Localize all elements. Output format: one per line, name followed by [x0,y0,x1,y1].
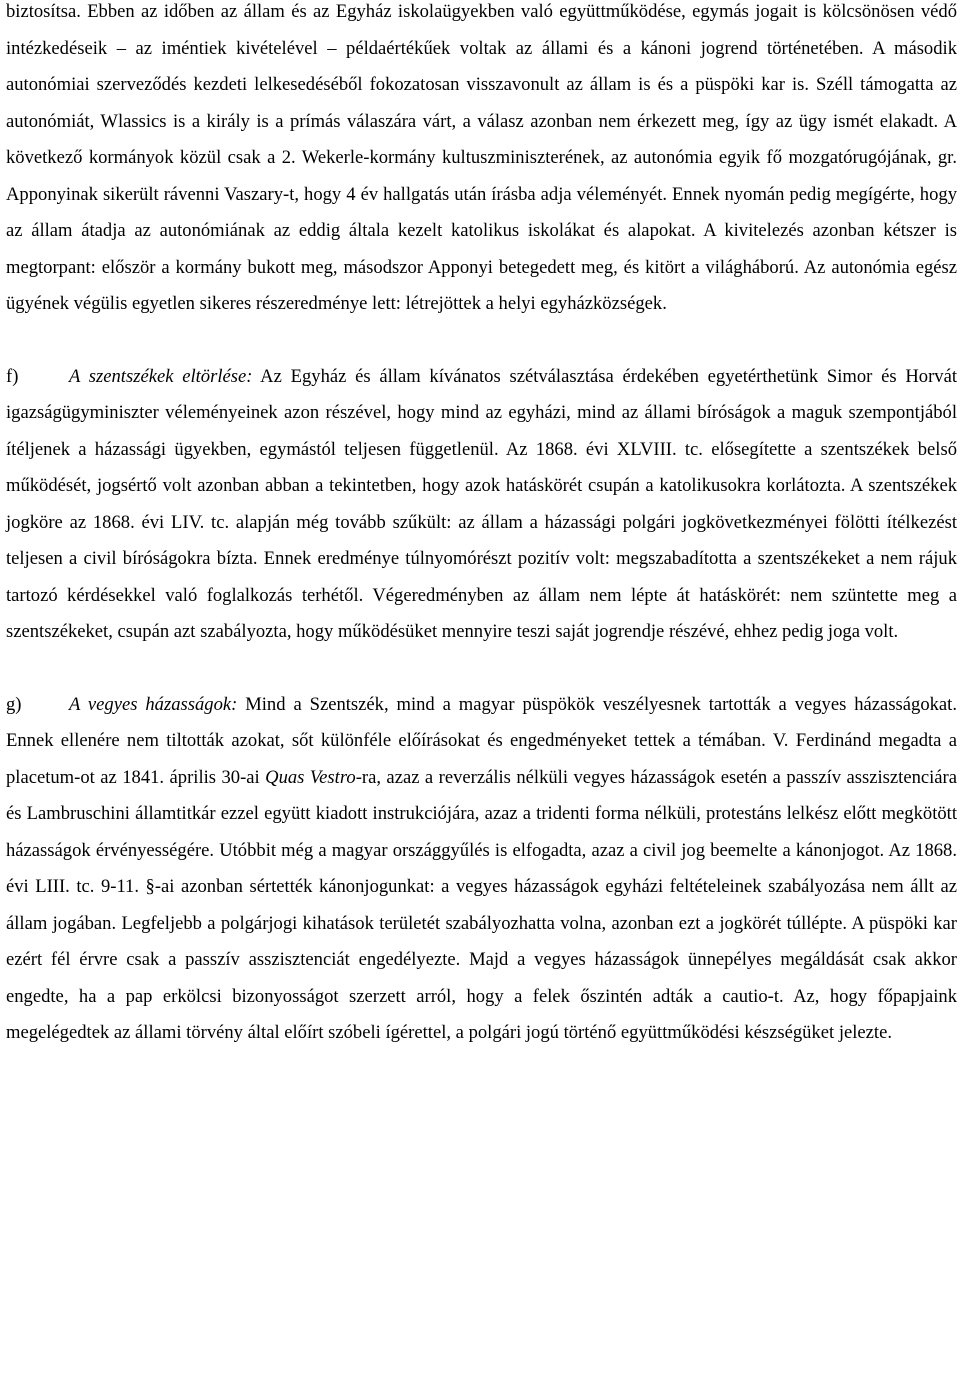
section-g-marker: g) [6,693,22,715]
section-g-body-part-1: Mind a Szentszék, mind a magyar püspökök veszélyesnek tartották a vegyes házasságokat. Ennek ellenére nem tiltották azokat, sőt különféle előírásokat és engedményeket tettek a témában. V. Ferdinánd megadta a placetum-ot az 1841. április 30-ai [6,693,957,788]
section-f-ecclesiastical-courts [6,359,957,651]
section-g-body-part-2: -ra, azaz a reverzális nélküli vegyes házasságok esetén a passzív asszisztenciára és Lambruschini államtitkár ezzel együtt kiadott instrukciójára, azaz a tridenti forma nélküli, protestáns lelkész előtt megkötött házasságok érvényességére. Utóbbit még a magyar országgyűlés is elfogadta, azaz a civil jog beemelte a kánonjogot. Az 1868. évi LIII. tc. 9-11. §-ai azonban sértették kánonjogunkat: a vegyes házasságok egyházi feltételeinek szabályozása nem állt az állam jogában. Legfeljebb a polgárjogi kihatások területét szabályozhatta volna, azonban ezt a jogkörét túllépte. A püspöki kar ezért fél érvre csak a passzív asszisztenciát engedélyezte. Majd a vegyes házasságok ünnepélyes megáldását csak akkor engedte, ha a pap erkölcsi bizonyosságot szerzett arról, hogy a felek őszintén adták a cautio-t. Az, hogy főpapjaink megelégedtek az állami törvény által előírt szóbeli ígérettel, a polgári jogú történő együttműködési készségüket jelezte. [6,766,957,1043]
section-f-body: Az Egyház és állam kívánatos szétválasztása érdekében egyetérthetünk Simor és Horvát igazságügyminiszter véleményeinek azon részével, hogy mind az egyházi, mind az állami bíróságok a maguk szempontjából ítéljenek a házassági ügyekben, egymástól teljesen függetlenül. Az 1868. évi XLVIII. tc. elősegítette a szentszékek belső működését, jogsértő volt azonban abban a tekintetben, hogy azok hatáskörét csupán a katolikusokra korlátozta. A szentszékek jogköre az 1868. évi LIV. tc. alapján még tovább szűkült: az állam a házassági polgári jogkövetkezményei fölötti ítélkezést teljesen a civil bíróságokra bízta. Ennek eredménye túlnyomórészt pozitív volt: megszabadította a szentszékeket a nem rájuk tartozó kérdésekkel való foglalkozás terhétől. Végeredményben az állam nem lépte át hatáskörét: nem szüntette meg a szentszékeket, csupán azt szabályozta, hogy működésüket mennyire teszi saját jogrendje részévé, ehhez pedig joga volt. [6,365,957,642]
section-g-mixed-marriages [6,687,957,1052]
section-g-heading: A vegyes házasságok: [69,693,238,715]
section-f-marker: f) [6,365,19,387]
document-page [6,0,957,1052]
paragraph-school-affairs: biztosítsa. Ebben az időben az állam és az Egyház iskolaügyekben való együttműködése, egymás jogait is kölcsönösen védő intézkedéseik – az iméntiek kivételével – példaértékűek voltak az állami és a kánoni jogrend történetében. A második autonómiai szerveződés kezdeti lelkesedéséből fokozatosan visszavonult az állam is és a püspöki kar is. Széll támogatta az autonómiát, Wlassics is a király is a prímás válaszára várt, a válasz azonban nem érkezett meg, így az ügy ismét elakadt. A következő kormányok közül csak a 2. Wekerle-kormány kultuszminiszterének, az autonómia egyik fő mozgatórugójának, gr. Apponyinak sikerült rávenni Vaszary-t, hogy 4 év hallgatás után írásba adja véleményét. Ennek nyomán pedig megígérte, hogy az állam átadja az autonómiának az eddig általa kezelt katolikus iskolákat és alapokat. A kivitelezés azonban kétszer is megtorpant: először a kormány bukott meg, másodszor Apponyi betegedett meg, és kitört a világháború. Az autonómia egész ügyének végülis egyetlen sikeres részeredménye lett: létrejöttek a helyi egyházközségek. [6,1,957,314]
section-f-heading: A szentszékek eltörlése: [69,365,253,387]
section-g-italic-term: Quas Vestro [265,766,356,788]
